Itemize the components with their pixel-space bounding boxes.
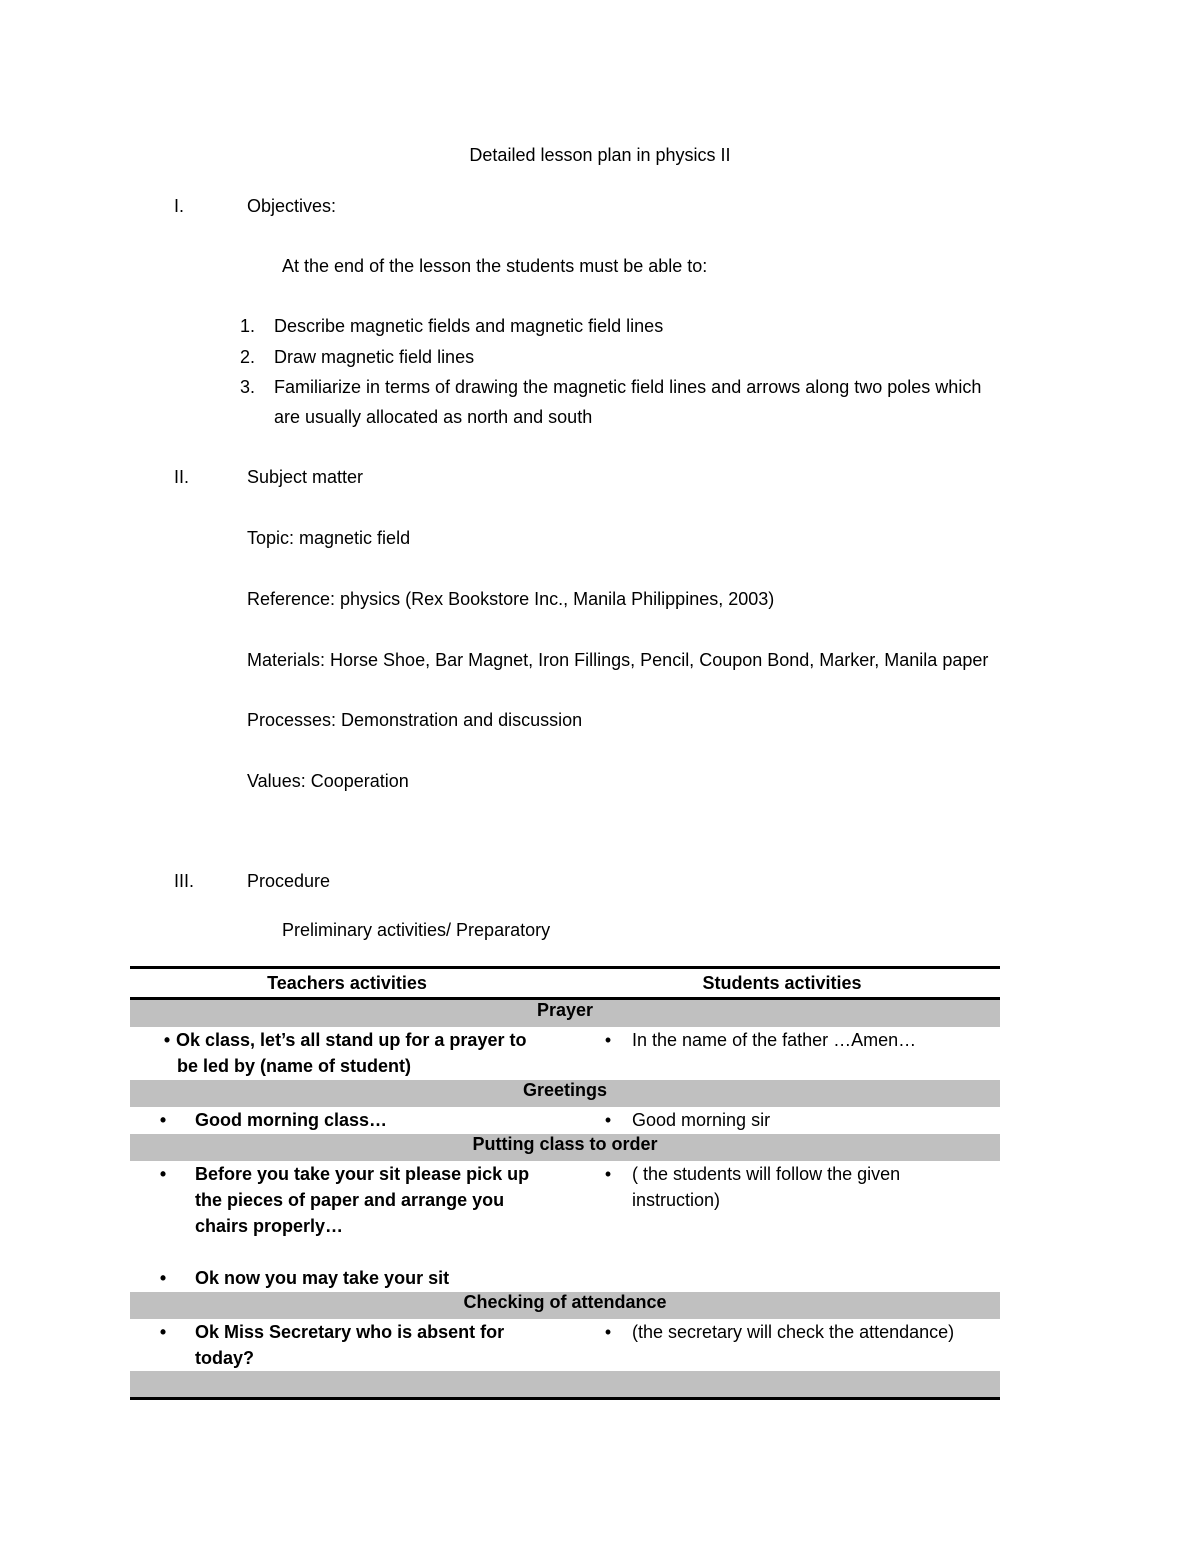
teacher-cell xyxy=(130,1319,564,1371)
subject-reference: Reference: physics (Rex Bookstore Inc., Manila Philippines, 2003) xyxy=(247,589,775,609)
student-cell xyxy=(564,1107,1000,1134)
students-activities-header: Students activities xyxy=(564,968,1000,999)
teacher-activity: Before you take your sit please pick up xyxy=(195,1164,530,1184)
teacher-cell xyxy=(130,1027,564,1080)
bullet-icon: • xyxy=(159,1110,167,1130)
section-row-putting-class-to-order: Putting class to order xyxy=(130,1134,1000,1162)
subject-topic: Topic: magnetic field xyxy=(247,528,411,548)
objective-item: Describe magnetic fields and magnetic field lines xyxy=(274,316,664,336)
bullet-icon: • xyxy=(604,1110,612,1130)
activities-table xyxy=(130,966,1000,1400)
page-title: Detailed lesson plan in physics II xyxy=(469,145,731,165)
section-numeral-objectives: I. xyxy=(174,196,185,216)
teacher-activity: Ok class, let’s all stand up for a prayer to xyxy=(176,1030,527,1050)
subject-materials: Materials: Horse Shoe, Bar Magnet, Iron Fillings, Pencil, Coupon Bond, Marker, Manila paper xyxy=(247,650,989,670)
student-activity: (the secretary will check the attendance) xyxy=(632,1322,955,1342)
objective-item: Familiarize in terms of drawing the magnetic field lines and arrows along two poles which xyxy=(274,377,982,397)
bullet-icon: • xyxy=(163,1030,171,1050)
section-numeral-subject: II. xyxy=(174,467,190,487)
subject-processes: Processes: Demonstration and discussion xyxy=(247,710,583,730)
objective-number: 1. xyxy=(240,316,256,336)
procedure-subheading: Preliminary activities/ Preparatory xyxy=(282,920,551,940)
objective-number: 3. xyxy=(240,377,256,397)
teacher-activity-continued: chairs properly… xyxy=(195,1216,344,1236)
bullet-icon: • xyxy=(159,1164,167,1184)
student-cell xyxy=(564,1319,1000,1371)
teacher-activity-continued: the pieces of paper and arrange you xyxy=(195,1190,505,1210)
objective-number: 2. xyxy=(240,347,256,367)
student-cell xyxy=(564,1161,1000,1292)
teachers-activities-header: Teachers activities xyxy=(130,968,564,999)
student-activity: In the name of the father …Amen… xyxy=(632,1030,917,1050)
teacher-activity-continued: today? xyxy=(195,1348,255,1368)
section-row-prayer: Prayer xyxy=(130,999,1000,1028)
bullet-icon: • xyxy=(159,1322,167,1342)
subject-heading: Subject matter xyxy=(247,467,364,487)
teacher-activity: Good morning class… xyxy=(195,1110,388,1130)
bullet-icon: • xyxy=(604,1322,612,1342)
teacher-activity-continued: be led by (name of student) xyxy=(177,1056,412,1076)
section-row-checking-of-attendance: Checking of attendance xyxy=(130,1292,1000,1320)
student-activity-continued: instruction) xyxy=(632,1190,721,1210)
teacher-activity: Ok Miss Secretary who is absent for xyxy=(195,1322,505,1342)
teacher-cell xyxy=(130,1107,564,1134)
teacher-cell xyxy=(130,1161,564,1292)
subject-values: Values: Cooperation xyxy=(247,771,409,791)
objective-item: Draw magnetic field lines xyxy=(274,347,475,367)
section-row-greetings: Greetings xyxy=(130,1080,1000,1108)
teacher-activity: Ok now you may take your sit xyxy=(195,1268,450,1288)
empty-shaded-row xyxy=(130,1371,1000,1399)
objectives-heading: Objectives: xyxy=(247,196,337,216)
bullet-icon: • xyxy=(159,1268,167,1288)
student-cell xyxy=(564,1027,1000,1080)
objective-item-continued: are usually allocated as north and south xyxy=(274,407,593,427)
student-activity: ( the students will follow the given xyxy=(632,1164,901,1184)
procedure-heading: Procedure xyxy=(247,871,331,891)
objectives-intro: At the end of the lesson the students must be able to: xyxy=(282,256,708,276)
bullet-icon: • xyxy=(604,1030,612,1050)
bullet-icon: • xyxy=(604,1164,612,1184)
section-numeral-procedure: III. xyxy=(174,871,195,891)
student-activity: Good morning sir xyxy=(632,1110,771,1130)
